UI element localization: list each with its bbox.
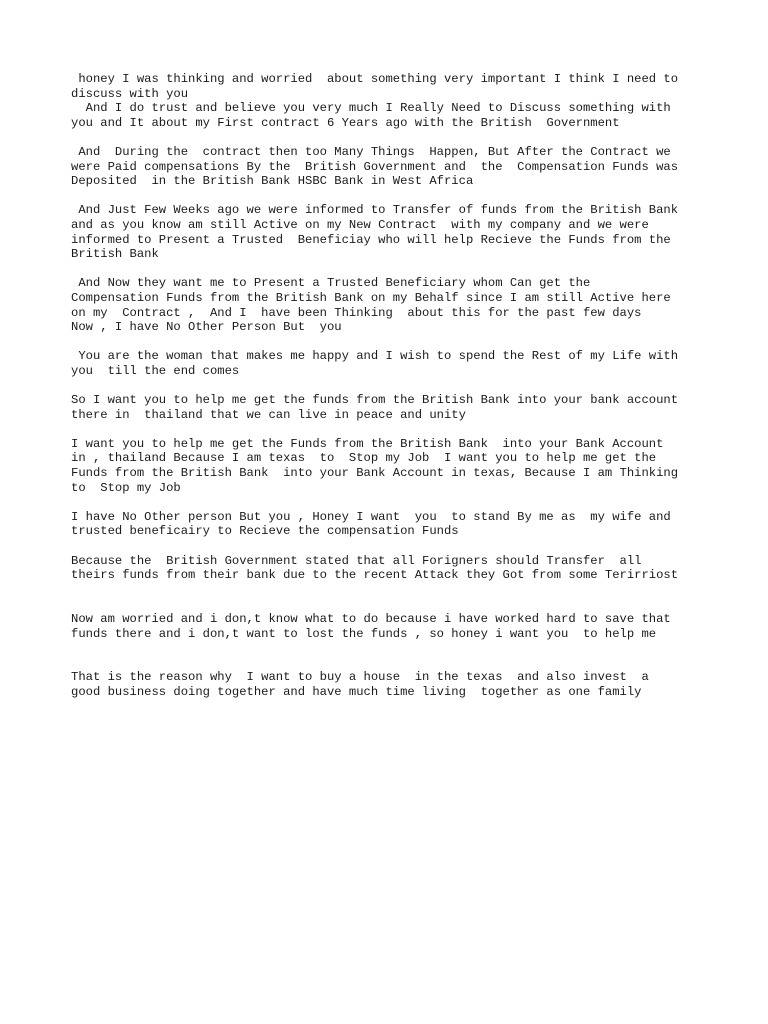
paragraph-spacer — [71, 335, 711, 350]
paragraph-11: That is the reason why I want to buy a house in the texas and also invest a good business doing together and have much time living together as one family — [71, 670, 649, 699]
paragraph-spacer — [71, 539, 711, 554]
paragraph-2: And During the contract then too Many Things Happen, But After the Contract we were Paid compensations By the British Government and the Compensation Funds was Deposited in the British Bank HSBC Bank in West Africa — [71, 144, 679, 189]
paragraph-spacer — [71, 189, 711, 204]
paragraph-7: I want you to help me get the Funds from the British Bank into your Bank Account in , thailand Because I am texas to Stop my Job I want you to help me get the Funds from the British Bank into your Bank Account in texas, Because I am Thinking to Stop my Job — [71, 436, 679, 495]
paragraph-spacer — [71, 422, 711, 437]
paragraph-spacer — [71, 495, 711, 510]
paragraph-4: And Now they want me to Present a Trusted Beneficiary whom Can get the Compensation Funds from the British Bank on my Behalf since I am still Active here on my Contract , And I have been Thinking about this for the past few days Now , I have No Other Person But you — [71, 276, 671, 335]
paragraph-8: I have No Other person But you , Honey I want you to stand By me as my wife and trusted beneficairy to Recieve the compensation Funds — [71, 509, 671, 539]
paragraph-1: honey I was thinking and worried about something very important I think I need to discuss with you And I do trust and believe you very much I Really Need to Discuss something with you and It about my First contract 6 Years ago with the British Government — [71, 72, 679, 130]
paragraph-spacer — [71, 130, 711, 145]
paragraph-9: Because the British Government stated that all Forigners should Transfer all theirs funds from their bank due to the recent Attack they Got from some Terirriost — [71, 553, 679, 583]
paragraph-spacer — [71, 641, 711, 670]
paragraph-spacer — [71, 583, 711, 612]
letter-body — [71, 72, 711, 700]
paragraph-10: Now am worried and i don,t know what to do because i have worked hard to save that funds there and i don,t want to lost the funds , so honey i want you to help me — [71, 611, 671, 641]
paragraph-6: So I want you to help me get the funds from the British Bank into your bank account there in thailand that we can live in peace and unity — [71, 393, 679, 422]
paragraph-5: You are the woman that makes me happy and I wish to spend the Rest of my Life with you till the end comes — [71, 349, 679, 378]
paragraph-spacer — [71, 378, 711, 393]
paragraph-spacer — [71, 262, 711, 277]
paragraph-3: And Just Few Weeks ago we were informed to Transfer of funds from the British Bank and as you know am still Active on my New Contract with my company and we were informed to Present a Trusted Beneficiay who will help Recieve the Funds from the British Bank — [71, 203, 679, 262]
